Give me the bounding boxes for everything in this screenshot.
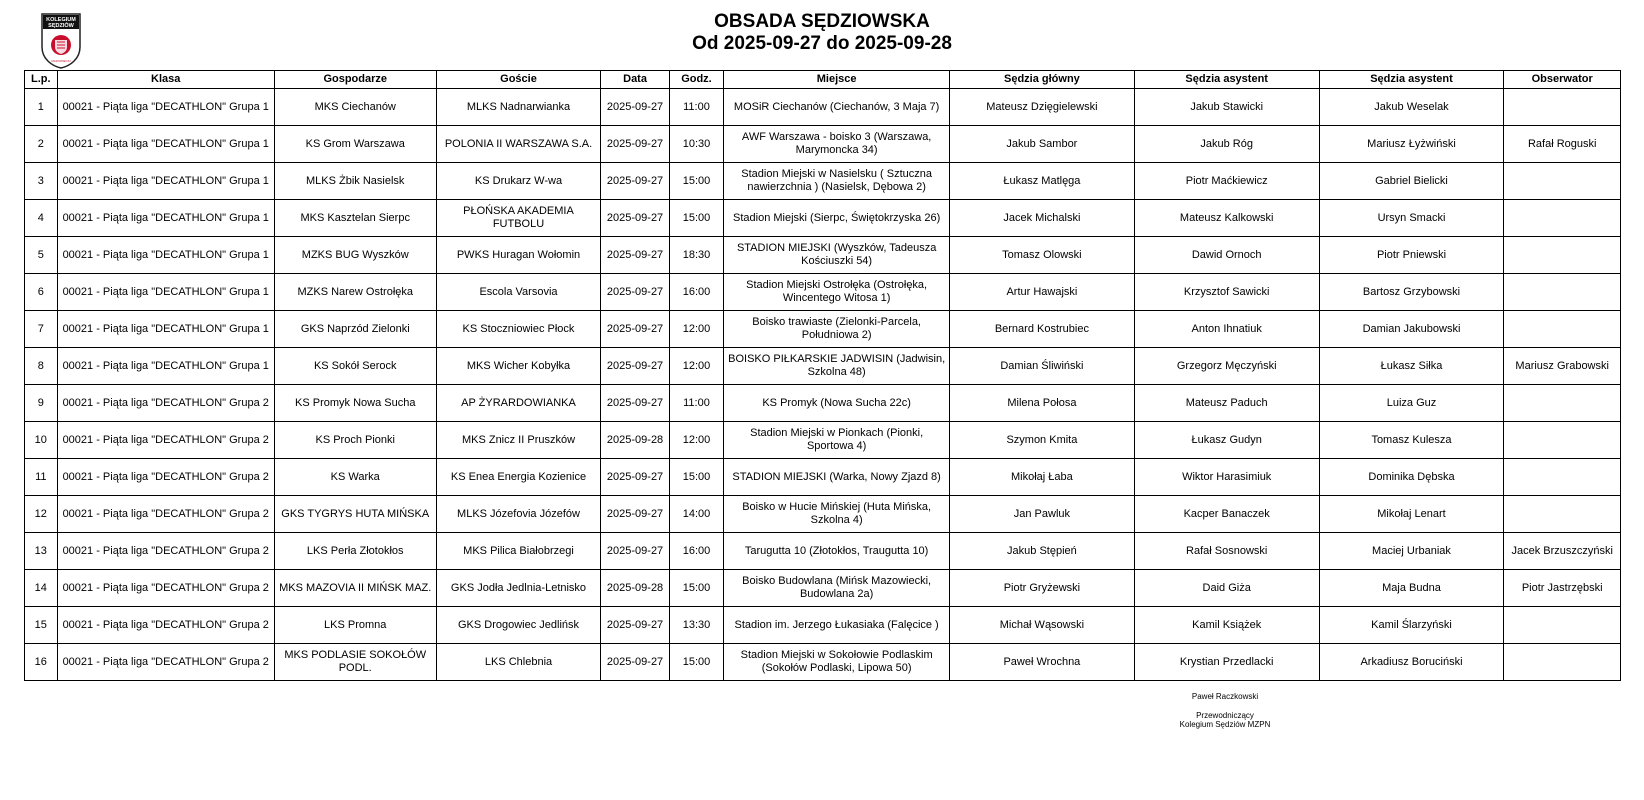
cell-obserwator: Mariusz Grabowski: [1504, 348, 1621, 385]
cell-godz: 15:00: [669, 570, 724, 607]
cell-godz: 11:00: [669, 89, 724, 126]
cell-klasa: 00021 - Piąta liga "DECATHLON" Grupa 1: [57, 126, 274, 163]
column-header-sedzia-asystent-1: Sędzia asystent: [1134, 71, 1319, 89]
cell-miejsce: Stadion Miejski w Nasielsku ( Sztuczna nawierzchnia ) (Nasielsk, Dębowa 2): [724, 163, 950, 200]
cell-lp: 10: [25, 422, 58, 459]
cell-sedzia-asystent-2: Kamil Ślarzyński: [1319, 607, 1504, 644]
cell-miejsce: Boisko w Hucie Mińskiej (Huta Mińska, Szkolna 4): [724, 496, 950, 533]
cell-gospodarze: GKS Naprzód Zielonki: [274, 311, 436, 348]
cell-data: 2025-09-27: [601, 311, 669, 348]
cell-data: 2025-09-27: [601, 163, 669, 200]
cell-godz: 12:00: [669, 422, 724, 459]
cell-sedzia-asystent-1: Dawid Ornoch: [1134, 237, 1319, 274]
cell-goscie: PŁOŃSKA AKADEMIA FUTBOLU: [436, 200, 601, 237]
column-header-miejsce: Miejsce: [724, 71, 950, 89]
cell-godz: 18:30: [669, 237, 724, 274]
table-row: [25, 496, 1621, 533]
cell-sedzia-glowny: Łukasz Matlęga: [950, 163, 1135, 200]
cell-goscie: MLKS Nadnarwianka: [436, 89, 601, 126]
table-row: [25, 459, 1621, 496]
cell-miejsce: Boisko trawiaste (Zielonki-Parcela, Południowa 2): [724, 311, 950, 348]
cell-data: 2025-09-27: [601, 126, 669, 163]
cell-data: 2025-09-27: [601, 200, 669, 237]
cell-klasa: 00021 - Piąta liga "DECATHLON" Grupa 2: [57, 385, 274, 422]
cell-sedzia-asystent-1: Kamil Książek: [1134, 607, 1319, 644]
cell-godz: 12:00: [669, 311, 724, 348]
cell-sedzia-glowny: Szymon Kmita: [950, 422, 1135, 459]
cell-klasa: 00021 - Piąta liga "DECATHLON" Grupa 2: [57, 496, 274, 533]
cell-klasa: 00021 - Piąta liga "DECATHLON" Grupa 1: [57, 274, 274, 311]
table-row: [25, 274, 1621, 311]
cell-godz: 12:00: [669, 348, 724, 385]
cell-miejsce: Boisko Budowlana (Mińsk Mazowiecki, Budowlana 2a): [724, 570, 950, 607]
cell-godz: 15:00: [669, 163, 724, 200]
cell-gospodarze: KS Sokół Serock: [274, 348, 436, 385]
cell-gospodarze: MLKS Żbik Nasielsk: [274, 163, 436, 200]
cell-obserwator: Rafał Roguski: [1504, 126, 1621, 163]
logo-text-mid: SĘDZIÓW: [48, 23, 74, 29]
cell-data: 2025-09-27: [601, 644, 669, 681]
cell-klasa: 00021 - Piąta liga "DECATHLON" Grupa 1: [57, 89, 274, 126]
cell-goscie: LKS Chlebnia: [436, 644, 601, 681]
cell-sedzia-asystent-2: Ursyn Smacki: [1319, 200, 1504, 237]
cell-lp: 14: [25, 570, 58, 607]
table-row: [25, 200, 1621, 237]
cell-lp: 8: [25, 348, 58, 385]
cell-data: 2025-09-28: [601, 422, 669, 459]
cell-sedzia-glowny: Piotr Gryżewski: [950, 570, 1135, 607]
cell-sedzia-asystent-1: Jakub Róg: [1134, 126, 1319, 163]
table-row: [25, 385, 1621, 422]
table-body: [25, 89, 1621, 681]
cell-gospodarze: GKS TYGRYS HUTA MIŃSKA: [274, 496, 436, 533]
cell-sedzia-glowny: Jakub Stępień: [950, 533, 1135, 570]
cell-goscie: GKS Drogowiec Jedlińsk: [436, 607, 601, 644]
cell-lp: 11: [25, 459, 58, 496]
cell-obserwator: [1504, 422, 1621, 459]
cell-miejsce: Stadion Miejski Ostrołęka (Ostrołęka, Wincentego Witosa 1): [724, 274, 950, 311]
cell-sedzia-asystent-2: Gabriel Bielicki: [1319, 163, 1504, 200]
cell-klasa: 00021 - Piąta liga "DECATHLON" Grupa 1: [57, 348, 274, 385]
cell-sedzia-asystent-1: Jakub Stawicki: [1134, 89, 1319, 126]
cell-sedzia-glowny: Bernard Kostrubiec: [950, 311, 1135, 348]
table-row: [25, 607, 1621, 644]
cell-sedzia-glowny: Tomasz Olowski: [950, 237, 1135, 274]
column-header-data: Data: [601, 71, 669, 89]
cell-goscie: Escola Varsovia: [436, 274, 601, 311]
cell-sedzia-asystent-1: Mateusz Paduch: [1134, 385, 1319, 422]
table-row: [25, 311, 1621, 348]
cell-data: 2025-09-27: [601, 237, 669, 274]
signature-org: Kolegium Sędziów MZPN: [1179, 720, 1271, 729]
cell-obserwator: Piotr Jastrzębski: [1504, 570, 1621, 607]
cell-goscie: POLONIA II WARSZAWA S.A.: [436, 126, 601, 163]
cell-sedzia-asystent-2: Mikołaj Lenart: [1319, 496, 1504, 533]
cell-lp: 5: [25, 237, 58, 274]
cell-godz: 10:30: [669, 126, 724, 163]
cell-goscie: KS Enea Energia Kozienice: [436, 459, 601, 496]
cell-sedzia-glowny: Jakub Sambor: [950, 126, 1135, 163]
cell-obserwator: [1504, 311, 1621, 348]
cell-sedzia-asystent-1: Krzysztof Sawicki: [1134, 274, 1319, 311]
cell-goscie: KS Stoczniowiec Płock: [436, 311, 601, 348]
cell-sedzia-glowny: Mateusz Dzięgielewski: [950, 89, 1135, 126]
cell-godz: 15:00: [669, 200, 724, 237]
cell-obserwator: [1504, 385, 1621, 422]
cell-miejsce: Stadion im. Jerzego Łukasiaka (Falęcice ): [724, 607, 950, 644]
cell-goscie: MLKS Józefovia Józefów: [436, 496, 601, 533]
cell-klasa: 00021 - Piąta liga "DECATHLON" Grupa 1: [57, 311, 274, 348]
cell-goscie: AP ŻYRARDOWIANKA: [436, 385, 601, 422]
cell-miejsce: STADION MIEJSKI (Wyszków, Tadeusza Kościuszki 54): [724, 237, 950, 274]
cell-klasa: 00021 - Piąta liga "DECATHLON" Grupa 1: [57, 237, 274, 274]
column-header-lp: L.p.: [25, 71, 58, 89]
cell-sedzia-asystent-2: Mariusz Łyżwiński: [1319, 126, 1504, 163]
cell-klasa: 00021 - Piąta liga "DECATHLON" Grupa 2: [57, 422, 274, 459]
cell-gospodarze: MKS MAZOVIA II MIŃSK MAZ.: [274, 570, 436, 607]
table-row: [25, 89, 1621, 126]
cell-sedzia-asystent-2: Arkadiusz Boruciński: [1319, 644, 1504, 681]
cell-obserwator: [1504, 163, 1621, 200]
cell-miejsce: STADION MIEJSKI (Warka, Nowy Zjazd 8): [724, 459, 950, 496]
column-header-klasa: Klasa: [57, 71, 274, 89]
cell-lp: 4: [25, 200, 58, 237]
cell-lp: 15: [25, 607, 58, 644]
cell-sedzia-asystent-2: Jakub Weselak: [1319, 89, 1504, 126]
cell-data: 2025-09-27: [601, 607, 669, 644]
cell-sedzia-asystent-1: Piotr Maćkiewicz: [1134, 163, 1319, 200]
cell-sedzia-asystent-1: Rafał Sosnowski: [1134, 533, 1319, 570]
cell-sedzia-asystent-2: Łukasz Siłka: [1319, 348, 1504, 385]
cell-miejsce: Stadion Miejski (Sierpc, Świętokrzyska 26): [724, 200, 950, 237]
cell-sedzia-asystent-2: Dominika Dębska: [1319, 459, 1504, 496]
table-row: [25, 422, 1621, 459]
cell-sedzia-asystent-2: Maciej Urbaniak: [1319, 533, 1504, 570]
cell-gospodarze: KS Promyk Nowa Sucha: [274, 385, 436, 422]
cell-data: 2025-09-27: [601, 459, 669, 496]
cell-miejsce: BOISKO PIŁKARSKIE JADWISIN (Jadwisin, Szkolna 48): [724, 348, 950, 385]
cell-miejsce: Tarugutta 10 (Złotokłos, Traugutta 10): [724, 533, 950, 570]
cell-obserwator: [1504, 274, 1621, 311]
cell-klasa: 00021 - Piąta liga "DECATHLON" Grupa 2: [57, 459, 274, 496]
cell-klasa: 00021 - Piąta liga "DECATHLON" Grupa 1: [57, 200, 274, 237]
cell-obserwator: [1504, 459, 1621, 496]
column-header-gospodarze: Gospodarze: [274, 71, 436, 89]
column-header-godz: Godz.: [669, 71, 724, 89]
cell-data: 2025-09-27: [601, 274, 669, 311]
column-header-sedzia-glowny: Sędzia główny: [950, 71, 1135, 89]
cell-lp: 13: [25, 533, 58, 570]
cell-godz: 14:00: [669, 496, 724, 533]
table-row: [25, 348, 1621, 385]
date-range: Od 2025-09-27 do 2025-09-28: [692, 33, 952, 54]
cell-lp: 12: [25, 496, 58, 533]
cell-sedzia-asystent-1: Mateusz Kalkowski: [1134, 200, 1319, 237]
cell-data: 2025-09-27: [601, 348, 669, 385]
cell-sedzia-asystent-2: Damian Jakubowski: [1319, 311, 1504, 348]
cell-sedzia-glowny: Mikołaj Łaba: [950, 459, 1135, 496]
logo-text-top: KOLEGIUM: [46, 17, 76, 23]
cell-goscie: PWKS Huragan Wołomin: [436, 237, 601, 274]
cell-godz: 15:00: [669, 644, 724, 681]
cell-sedzia-glowny: Jacek Michalski: [950, 200, 1135, 237]
cell-miejsce: MOSiR Ciechanów (Ciechanów, 3 Maja 7): [724, 89, 950, 126]
cell-lp: 9: [25, 385, 58, 422]
cell-obserwator: [1504, 607, 1621, 644]
cell-miejsce: Stadion Miejski w Pionkach (Pionki, Sportowa 4): [724, 422, 950, 459]
cell-sedzia-asystent-2: Maja Budna: [1319, 570, 1504, 607]
cell-data: 2025-09-27: [601, 533, 669, 570]
cell-sedzia-glowny: Artur Hawajski: [950, 274, 1135, 311]
cell-miejsce: Stadion Miejski w Sokołowie Podlaskim (Sokołów Podlaski, Lipowa 50): [724, 644, 950, 681]
logo-text-bottom: MAZOWIECKI: [51, 59, 71, 63]
cell-klasa: 00021 - Piąta liga "DECATHLON" Grupa 1: [57, 163, 274, 200]
cell-lp: 16: [25, 644, 58, 681]
cell-data: 2025-09-27: [601, 385, 669, 422]
cell-goscie: MKS Wicher Kobyłka: [436, 348, 601, 385]
cell-miejsce: AWF Warszawa - boisko 3 (Warszawa, Marymoncka 34): [724, 126, 950, 163]
cell-lp: 6: [25, 274, 58, 311]
table-row: [25, 237, 1621, 274]
cell-sedzia-asystent-1: Anton Ihnatiuk: [1134, 311, 1319, 348]
cell-sedzia-glowny: Milena Połosa: [950, 385, 1135, 422]
cell-sedzia-asystent-2: Tomasz Kulesza: [1319, 422, 1504, 459]
cell-data: 2025-09-27: [601, 89, 669, 126]
cell-gospodarze: KS Warka: [274, 459, 436, 496]
cell-sedzia-glowny: Jan Pawluk: [950, 496, 1135, 533]
cell-sedzia-glowny: Michał Wąsowski: [950, 607, 1135, 644]
column-header-sedzia-asystent-2: Sędzia asystent: [1319, 71, 1504, 89]
document-title: [0, 11, 1644, 55]
cell-lp: 2: [25, 126, 58, 163]
referee-assignment-table: [24, 70, 1621, 681]
cell-klasa: 00021 - Piąta liga "DECATHLON" Grupa 2: [57, 644, 274, 681]
cell-obserwator: [1504, 89, 1621, 126]
cell-gospodarze: KS Grom Warszawa: [274, 126, 436, 163]
cell-sedzia-asystent-1: Łukasz Gudyn: [1134, 422, 1319, 459]
cell-obserwator: [1504, 237, 1621, 274]
cell-godz: 13:30: [669, 607, 724, 644]
cell-obserwator: [1504, 200, 1621, 237]
cell-sedzia-asystent-1: Daid Giża: [1134, 570, 1319, 607]
table-row: [25, 644, 1621, 681]
cell-godz: 15:00: [669, 459, 724, 496]
cell-gospodarze: LKS Promna: [274, 607, 436, 644]
cell-data: 2025-09-28: [601, 570, 669, 607]
cell-gospodarze: MKS PODLASIE SOKOŁÓW PODL.: [274, 644, 436, 681]
cell-obserwator: Jacek Brzuszczyński: [1504, 533, 1621, 570]
table-row: [25, 126, 1621, 163]
cell-gospodarze: MKS Ciechanów: [274, 89, 436, 126]
signature-role: Przewodniczący: [1196, 711, 1254, 720]
cell-goscie: MKS Pilica Białobrzegi: [436, 533, 601, 570]
cell-godz: 16:00: [669, 533, 724, 570]
cell-klasa: 00021 - Piąta liga "DECATHLON" Grupa 2: [57, 607, 274, 644]
column-header-obserwator: Obserwator: [1504, 71, 1621, 89]
table-row: [25, 533, 1621, 570]
cell-lp: 3: [25, 163, 58, 200]
cell-sedzia-asystent-2: Piotr Pniewski: [1319, 237, 1504, 274]
cell-goscie: MKS Znicz II Pruszków: [436, 422, 601, 459]
cell-godz: 16:00: [669, 274, 724, 311]
cell-sedzia-glowny: Paweł Wrochna: [950, 644, 1135, 681]
cell-goscie: GKS Jodła Jedlnia-Letnisko: [436, 570, 601, 607]
signature-name: Paweł Raczkowski: [1191, 692, 1259, 701]
cell-gospodarze: MKS Kasztelan Sierpc: [274, 200, 436, 237]
column-header-goscie: Goście: [436, 71, 601, 89]
table-header-row: [25, 71, 1621, 89]
cell-sedzia-asystent-1: Kacper Banaczek: [1134, 496, 1319, 533]
cell-goscie: KS Drukarz W-wa: [436, 163, 601, 200]
table-row: [25, 163, 1621, 200]
cell-klasa: 00021 - Piąta liga "DECATHLON" Grupa 2: [57, 570, 274, 607]
cell-gospodarze: KS Proch Pionki: [274, 422, 436, 459]
cell-miejsce: KS Promyk (Nowa Sucha 22c): [724, 385, 950, 422]
cell-sedzia-glowny: Damian Śliwiński: [950, 348, 1135, 385]
page-title: OBSADA SĘDZIOWSKA: [714, 11, 930, 32]
cell-sedzia-asystent-2: Luiza Guz: [1319, 385, 1504, 422]
cell-sedzia-asystent-2: Bartosz Grzybowski: [1319, 274, 1504, 311]
cell-sedzia-asystent-1: Krystian Przedlacki: [1134, 644, 1319, 681]
cell-godz: 11:00: [669, 385, 724, 422]
cell-klasa: 00021 - Piąta liga "DECATHLON" Grupa 2: [57, 533, 274, 570]
cell-lp: 1: [25, 89, 58, 126]
cell-data: 2025-09-27: [601, 496, 669, 533]
table-row: [25, 570, 1621, 607]
cell-gospodarze: LKS Perła Złotokłos: [274, 533, 436, 570]
cell-obserwator: [1504, 644, 1621, 681]
cell-gospodarze: MZKS Narew Ostrołęka: [274, 274, 436, 311]
cell-gospodarze: MZKS BUG Wyszków: [274, 237, 436, 274]
cell-obserwator: [1504, 496, 1621, 533]
cell-sedzia-asystent-1: Grzegorz Męczyński: [1134, 348, 1319, 385]
cell-lp: 7: [25, 311, 58, 348]
cell-sedzia-asystent-1: Wiktor Harasimiuk: [1134, 459, 1319, 496]
